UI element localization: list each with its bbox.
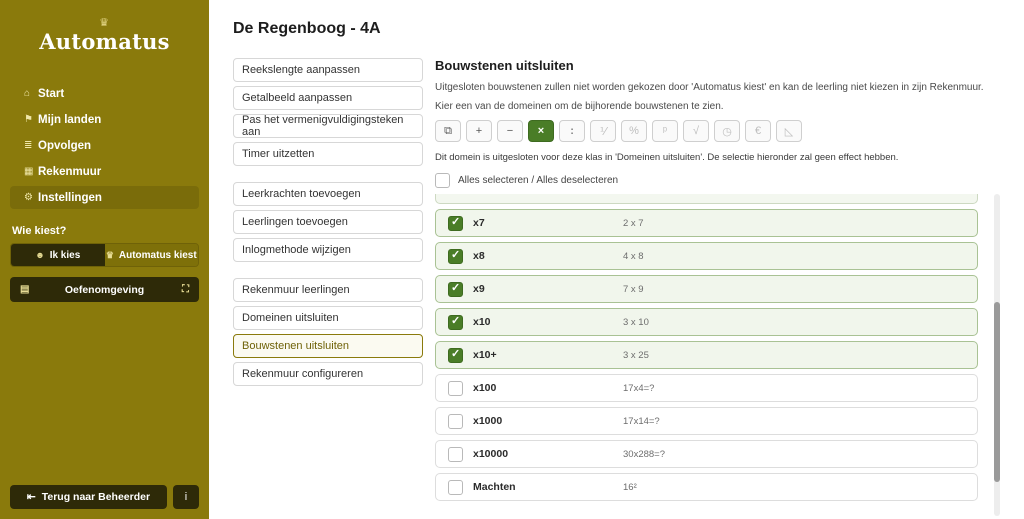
- row-example: 30x288=?: [623, 448, 665, 460]
- row-example: 3 x 25: [623, 349, 649, 361]
- row-example: 17x14=?: [623, 415, 660, 427]
- row-name: x8: [473, 250, 485, 262]
- scrollbar-thumb[interactable]: [994, 302, 1000, 482]
- menu-item-rekenmuur-leerlingen[interactable]: Rekenmuur leerlingen: [233, 278, 423, 302]
- table-row[interactable]: [435, 209, 978, 237]
- power-icon[interactable]: ᵖ: [652, 120, 678, 142]
- logout-icon: ⇤: [26, 491, 36, 503]
- info-icon: i: [184, 491, 188, 503]
- operator-toolbar: [435, 120, 1000, 142]
- brand-name: Automatus: [39, 29, 170, 54]
- menu-item-leerlingen[interactable]: Leerlingen toevoegen: [233, 210, 423, 234]
- row-name: Machten: [473, 481, 516, 493]
- minus-icon[interactable]: −: [497, 120, 523, 142]
- row-name: x1000: [473, 415, 503, 427]
- sidebar-item-opvolgen[interactable]: [10, 134, 199, 157]
- page-title: De Regenboog - 4A: [233, 20, 381, 37]
- list-item-partial: [435, 194, 978, 204]
- oefenomgeving-label: Oefenomgeving: [64, 283, 145, 296]
- grid-icon: ▤: [20, 284, 30, 295]
- table-row[interactable]: [435, 440, 978, 468]
- row-example: 7 x 9: [623, 283, 644, 295]
- list-scrollbar[interactable]: [994, 194, 1000, 516]
- row-name: x100: [473, 382, 497, 394]
- row-checkbox[interactable]: [448, 249, 463, 264]
- table-row[interactable]: [435, 308, 978, 336]
- sidebar-item-start[interactable]: [10, 82, 199, 105]
- row-name: x9: [473, 283, 485, 295]
- sidebar-nav: [0, 82, 209, 209]
- menu-item-vermenigvuldigingsteken[interactable]: Pas het vermenigvuldigingsteken aan: [233, 114, 423, 138]
- toggle-label: Automatus kiest: [118, 249, 197, 261]
- row-checkbox[interactable]: [448, 216, 463, 231]
- toggle-label: Ik kies: [49, 249, 81, 261]
- row-example: 3 x 10: [623, 316, 649, 328]
- row-name: x10000: [473, 448, 509, 460]
- panel-instruction: Kier een van de domeinen om de bijhorende bouwstenen te zien.: [435, 101, 724, 112]
- sidebar-item-label: Start: [38, 87, 65, 100]
- content-row: [209, 38, 1024, 516]
- crown-icon: ♛: [105, 249, 114, 260]
- who-chooses-toggle[interactable]: [10, 243, 199, 267]
- user-icon: ☻: [35, 250, 45, 260]
- bouwstenen-list: [435, 194, 1000, 516]
- row-checkbox[interactable]: [448, 480, 463, 495]
- row-name: x10+: [473, 349, 497, 361]
- sidebar-item-label: Mijn landen: [38, 113, 102, 126]
- select-all-checkbox[interactable]: [435, 173, 450, 188]
- expand-icon: ⛶: [182, 284, 189, 295]
- select-all-label: Alles selecteren / Alles deselecteren: [458, 175, 619, 186]
- table-row[interactable]: [435, 341, 978, 369]
- measure-icon[interactable]: ◺: [776, 120, 802, 142]
- plus-icon[interactable]: +: [466, 120, 492, 142]
- fraction-icon[interactable]: ⅟: [590, 120, 616, 142]
- euro-icon[interactable]: €: [745, 120, 771, 142]
- sidebar-footer: [0, 485, 209, 509]
- toggle-automatus-kiest[interactable]: [105, 244, 199, 266]
- sidebar-item-mijn-landen[interactable]: [10, 108, 199, 131]
- list-icon: ≣: [24, 140, 33, 151]
- sidebar-item-label: Rekenmuur: [38, 165, 102, 178]
- menu-divider: [233, 170, 423, 182]
- select-all-row[interactable]: [435, 173, 1000, 188]
- exclusion-notice: Dit domein is uitgesloten voor deze klas in 'Domeinen uitsluiten'. De selectie hieronder zal geen effect hebben.: [435, 152, 899, 163]
- percent-icon[interactable]: %: [621, 120, 647, 142]
- panel-subtitle: Uitgesloten bouwstenen zullen niet worden gekozen door 'Automatus kiest' en kan de leerling niet kiezen in zijn Rekenmuur.: [435, 82, 984, 93]
- flag-icon: ⚑: [24, 114, 33, 125]
- table-row[interactable]: [435, 407, 978, 435]
- menu-item-reekslengte[interactable]: Reekslengte aanpassen: [233, 58, 423, 82]
- menu-divider: [233, 266, 423, 278]
- menu-item-domeinen-uitsluiten[interactable]: Domeinen uitsluiten: [233, 306, 423, 330]
- row-checkbox[interactable]: [448, 282, 463, 297]
- calculator-icon: ▦: [24, 166, 34, 177]
- gear-icon: ⚙: [24, 192, 33, 203]
- toggle-ik-kies[interactable]: [11, 244, 105, 266]
- row-example: 17x4=?: [623, 382, 655, 394]
- menu-item-rekenmuur-configureren[interactable]: Rekenmuur configureren: [233, 362, 423, 386]
- main-content: [209, 0, 1024, 519]
- panel-title: Bouwstenen uitsluiten: [435, 58, 574, 73]
- divide-icon[interactable]: ∶: [559, 120, 585, 142]
- menu-item-inlogmethode[interactable]: Inlogmethode wijzigen: [233, 238, 423, 262]
- menu-item-leerkrachten[interactable]: Leerkrachten toevoegen: [233, 182, 423, 206]
- crown-icon: ♛: [99, 17, 110, 29]
- row-checkbox[interactable]: [448, 414, 463, 429]
- table-row[interactable]: [435, 473, 978, 501]
- sequence-icon[interactable]: ⧉: [435, 120, 461, 142]
- row-checkbox[interactable]: [448, 315, 463, 330]
- info-button[interactable]: [173, 485, 199, 509]
- home-icon: ⌂: [24, 88, 31, 99]
- row-example: 4 x 8: [623, 250, 644, 262]
- bouwstenen-panel: [423, 58, 1024, 516]
- oefenomgeving-button[interactable]: [10, 277, 199, 302]
- list-viewport: [435, 194, 1000, 516]
- sidebar: [0, 0, 209, 519]
- sidebar-item-rekenmuur[interactable]: [10, 160, 199, 183]
- table-row[interactable]: [435, 275, 978, 303]
- table-row[interactable]: [435, 374, 978, 402]
- row-example: 2 x 7: [623, 217, 644, 229]
- menu-item-getalbeeld[interactable]: Getalbeeld aanpassen: [233, 86, 423, 110]
- root-icon[interactable]: √: [683, 120, 709, 142]
- menu-item-timer[interactable]: Timer uitzetten: [233, 142, 423, 166]
- brand: [0, 0, 209, 54]
- row-name: x7: [473, 217, 485, 229]
- back-to-admin-label: Terug naar Beheerder: [41, 491, 151, 503]
- who-chooses-label: Wie kiest?: [12, 225, 67, 237]
- menu-item-bouwstenen-uitsluiten[interactable]: Bouwstenen uitsluiten: [233, 334, 423, 358]
- sidebar-item-label: Instellingen: [38, 191, 102, 204]
- row-name: x10: [473, 316, 491, 328]
- sidebar-item-instellingen[interactable]: [10, 186, 199, 209]
- row-checkbox[interactable]: [448, 381, 463, 396]
- sidebar-item-label: Opvolgen: [38, 139, 92, 152]
- settings-menu: [233, 58, 423, 516]
- multiply-icon[interactable]: ×: [528, 120, 554, 142]
- row-example: 16²: [623, 481, 637, 493]
- back-to-admin-button[interactable]: [10, 485, 167, 509]
- clock-icon[interactable]: ◷: [714, 120, 740, 142]
- table-row[interactable]: [435, 242, 978, 270]
- row-checkbox[interactable]: [448, 447, 463, 462]
- row-checkbox[interactable]: [448, 348, 463, 363]
